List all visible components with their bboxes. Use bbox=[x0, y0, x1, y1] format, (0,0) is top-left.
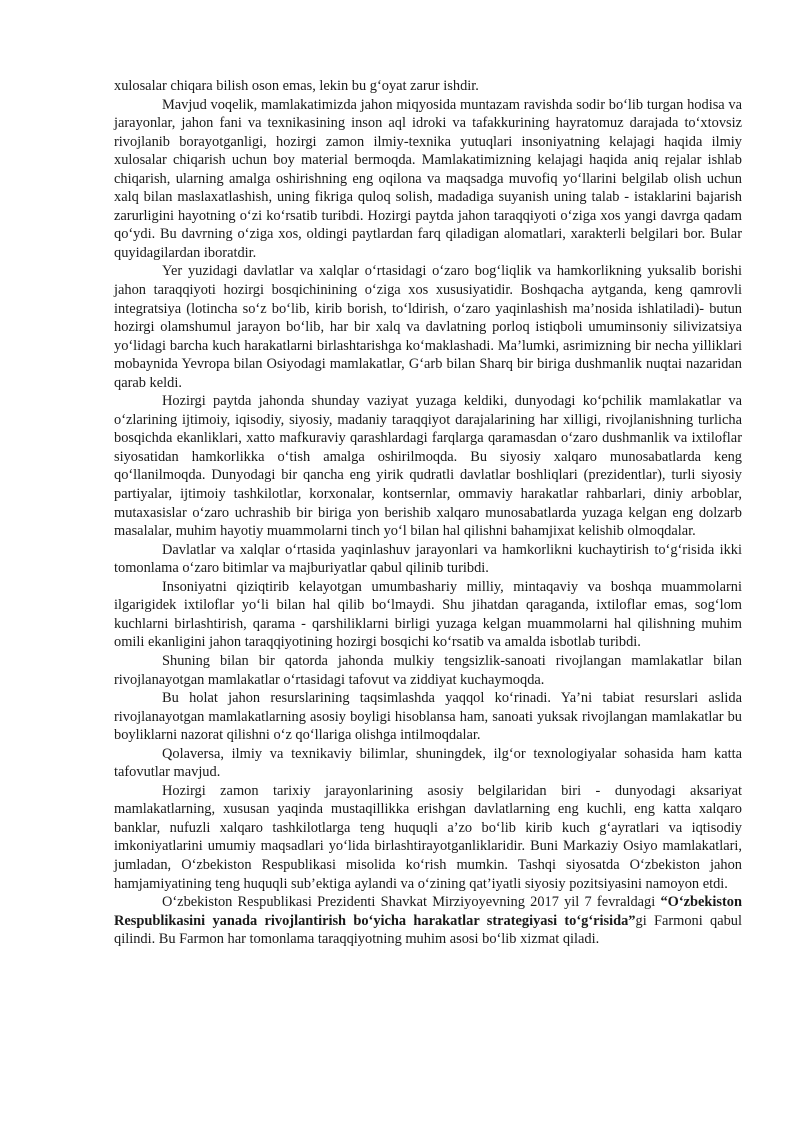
paragraph: Davlatlar va xalqlar o‘rtasida yaqinlashuv jarayonlari va hamkorlikni kuchaytirish to‘g‘risida ikki tomonlama o‘zaro bitimlar va majburiyatlar qabul qilinib turibdi. bbox=[114, 541, 742, 577]
document-page bbox=[114, 77, 742, 949]
decree-title: “O‘zbekiston Respublikasini yanada rivojlantirish bo‘yicha harakatlar strategiyasi to‘g‘risida” bbox=[114, 894, 742, 929]
paragraph: Bu holat jahon resurslarining taqsimlashda yaqqol ko‘rinadi. Ya’ni tabiat resurslari aslida rivojlanayotgan mamlakatlarning asosiy boyligi hisoblansa ham, sanoati yuksak rivojlangan mamlakatlar bu boyliklarni nazorat qilishni o‘z qo‘llariga olishga intilmoqdalar. bbox=[114, 690, 742, 744]
paragraph: Mavjud voqelik, mamlakatimizda jahon miqyosida muntazam ravishda sodir bo‘lib turgan hodisa va jarayonlar, jahon fani va texnikasining inson aql idroki va tafakkurining hayratomuz darajada to‘xtovsiz rivojlanib borayotganligi, hozirgi zamon ilmiy-texnika yutuqlari insoniyatning kelajagi haqida ilmiy xulosalar chiqarish uchun boy material bermoqda. Mamlakatimizning kelajagi haqida aniq rejalar ishlab chiqarish, ularning amalga oshirishning eng oqilona va maqsadga muvofiq yo‘llarini belgilab olish uchun xalq bilan maslaxatlashish, uning fikriga quloq solish, madadiga suyanish uning talab - istaklarini bajarish zarurligini hayotning o‘zi ko‘rsatib turibdi. Hozirgi paytda jahon taraqqiyoti o‘ziga xos yangi davrga qadam qo‘ydi. Bu davrning o‘ziga xos, oldingi paytlardan farq qiladigan alomatlari, xarakterli belgilari bor. Bular quyidagilardan iboratdir. bbox=[114, 96, 742, 261]
paragraph: Hozirgi paytda jahonda shunday vaziyat yuzaga keldiki, dunyodagi ko‘pchilik mamlakatlar va o‘zlarining ijtimoiy, iqisodiy, siyosiy, madaniy taraqqiyot darajalarining har xilligi, rivojlanishning turlicha bosqichda ekanliklari, xatto mafkuraviy qarashlardagi farqlarga qaramasdan o‘zaro dushmanlik va ixtiloflar siyosatidan hamkorlikka o‘tish amalga oshirilmoqda. Bu siyosiy xalqaro munosabatlarda keng qo‘llanilmoqda. Dunyodagi bir qancha eng yirik qudratli davlatlar boshliqlari (prezidentlar), turli siyosiy partiyalar, ijtimoiy tashkilotlar, korxonalar, kontsernlar, ommaviy harakatlar rahbarlari, diniy arboblar, mutaxasislar o‘zaro uchrashib bir biriga yon berishib xalqaro munosabatlarda yuzaga kelgan eng dolzarb masalalar, muhim hayotiy muammolarni tinch yo‘l bilan hal qilishni bahamjixat kelishib olmoqdalar. bbox=[114, 393, 742, 540]
final-paragraph-lead: O‘zbekiston Respublikasi Prezidenti Shavkat Mirziyoyevning 2017 yil 7 fevraldagi bbox=[162, 894, 661, 911]
paragraph: Qolaversa, ilmiy va texnikaviy bilimlar, shuningdek, ilg‘or texnologiyalar sohasida ham katta tafovutlar mavjud. bbox=[114, 745, 742, 781]
paragraph: Shuning bilan bir qatorda jahonda mulkiy tengsizlik-sanoati rivojlangan mamlakatlar bilan rivojlanayotgan mamlakatlar o‘rtasidagi tafovut va ziddiyat kuchaymoqda. bbox=[114, 652, 742, 688]
paragraph: Hozirgi zamon tarixiy jarayonlarining asosiy belgilaridan biri - dunyodagi aksariyat mamlakatlarning, xususan yaqinda mustaqillikka erishgan davlatlarning eng kuchli, eng katta xalqaro banklar, nufuzli xalqaro tashkilotlarga teng huquqli a’zo bo‘lib kirib kuch g‘ayratlari va iqtisodiy imkoniyatlarini umumiy maqsadlari yo‘lida birlashtirayotganliklaridir. Buni Markaziy Osiyo mamlakatlari, jumladan, O‘zbekiston Respublikasi misolida ko‘rish mumkin. Tashqi siyosatda O‘zbekiston jahon hamjamiyatining teng huquqli sub’ektiga aylandi va o‘zining qat’iyatli siyosiy pozitsiyasini namoyon etdi. bbox=[114, 782, 742, 892]
final-paragraph-tail: gi Farmoni qabul qilindi. Bu Farmon har tomonlama taraqqiyotning muhim asosi bo‘lib xizmat qiladi. bbox=[114, 912, 742, 948]
paragraph: Yer yuzidagi davlatlar va xalqlar o‘rtasidagi o‘zaro bog‘liqlik va hamkorlikning yuksalib borishi jahon taraqqiyoti hozirgi bosqichinining o‘ziga xos xususiyatidir. Boshqacha aytganda, keng qamrovli integratsiya (lotincha so‘z bo‘lib, kirib borish, to‘ldirish, o‘zaro yaqinlashish ma’nosida ishlatiladi)- butun hozirgi olamshumul jarayon bo‘lib, har bir xalq va davlatning porloq istiqboli umuminsoniy silivizatsiya yo‘lidagi barcha kuch harakatlarni birlashtarishga ko‘maklashadi. Ma’lumki, asrimizning bir necha yilliklari mobaynida Yevropa bilan Osiyodagi mamlakatlar, G‘arb bilan Sharq bir biriga dushmanlik nuqtai nazaridan qarab keldi. bbox=[114, 263, 742, 391]
final-paragraph bbox=[114, 893, 742, 949]
paragraph: xulosalar chiqara bilish oson emas, lekin bu g‘oyat zarur ishdir. bbox=[114, 78, 479, 94]
paragraph: Insoniyatni qiziqtirib kelayotgan umumbashariy milliy, mintaqaviy va boshqa muammolarni ilgarigidek ixtiloflar yo‘li bilan hal qilib bo‘lmaydi. Shu jihatdan qaraganda, ixtiloflar emas, sog‘lom kuchlarni birlashtirish, qarama - qarshiliklarni birligi yuzaga kelgan muammolarni hal qilishning muhim omili ekanligini jahon taraqqiyotining hozirgi bosqichi ko‘rsatib va amalda isbotlab turibdi. bbox=[114, 578, 742, 651]
